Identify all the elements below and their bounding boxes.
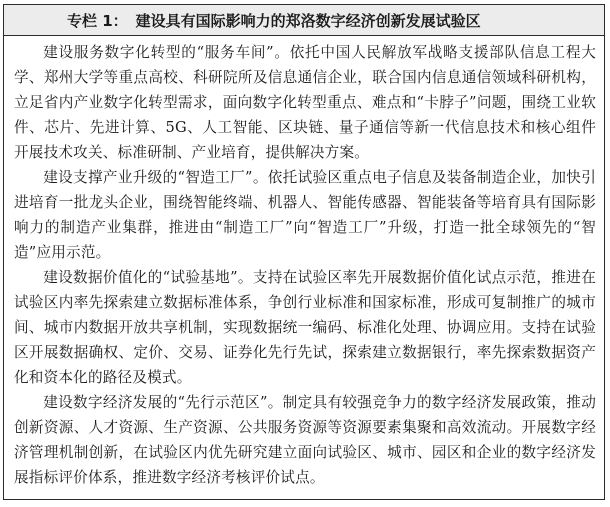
paragraph-smart-factory: 建设支撑产业升级的“智造工厂”。依托试验区重点电子信息及装备制造企业，加快引进培育一批龙头企业，围绕智能终端、机器人、智能传感器、智能装备等培育具有国际影响力的制造产业集群，推进由“制造工厂”向“智造工厂”升级，打造一批全球领先的“智造”应用示范。 xyxy=(14,169,596,261)
column-label: 专栏 1： xyxy=(67,11,128,30)
column-box xyxy=(3,4,605,500)
column-title: 建设具有国际影响力的郑洛数字经济创新发展试验区 xyxy=(135,11,481,30)
column-title-bar xyxy=(4,5,604,36)
column-body xyxy=(14,40,596,490)
paragraph-test-base: 建设数据价值化的“试验基地”。支持在试验区率先开展数据价值化试点示范，推进在试验区内率先探索建立数据标准体系，争创行业标准和国家标准，形成可复制推广的城市间、城市内数据开放共享机制，实现数据统一编码、标准化处理、协调应用。支持在试验区开展数据确权、定价、交易、证券化先行先试，探索建立数据银行，率先探索数据资产化和资本化的路径及模式。 xyxy=(14,269,596,386)
paragraph-demo-zone: 建设数字经济发展的“先行示范区”。制定具有较强竞争力的数字经济发展政策，推动创新资源、人才资源、生产资源、公共服务资源等资源要素集聚和高效流动。开展数字经济管理机制创新，在试验区内优先研究建立面向试验区、城市、园区和企业的数字经济发展指标评价体系，推进数字经济考核评价试点。 xyxy=(14,394,596,486)
paragraph-service-workshop: 建设服务数字化转型的“服务车间”。依托中国人民解放军战略支援部队信息工程大学、郑州大学等重点高校、科研院所及信息通信企业，联合国内信息通信领域科研机构，立足省内产业数字化转型需求，面向数字化转型重点、难点和“卡脖子”问题，围绕工业软件、芯片、先进计算、5G、人工智能、区块链、量子通信等新一代信息技术和核心组件开展技术攻关、标准研制、产业培育，提供解决方案。 xyxy=(14,44,596,161)
